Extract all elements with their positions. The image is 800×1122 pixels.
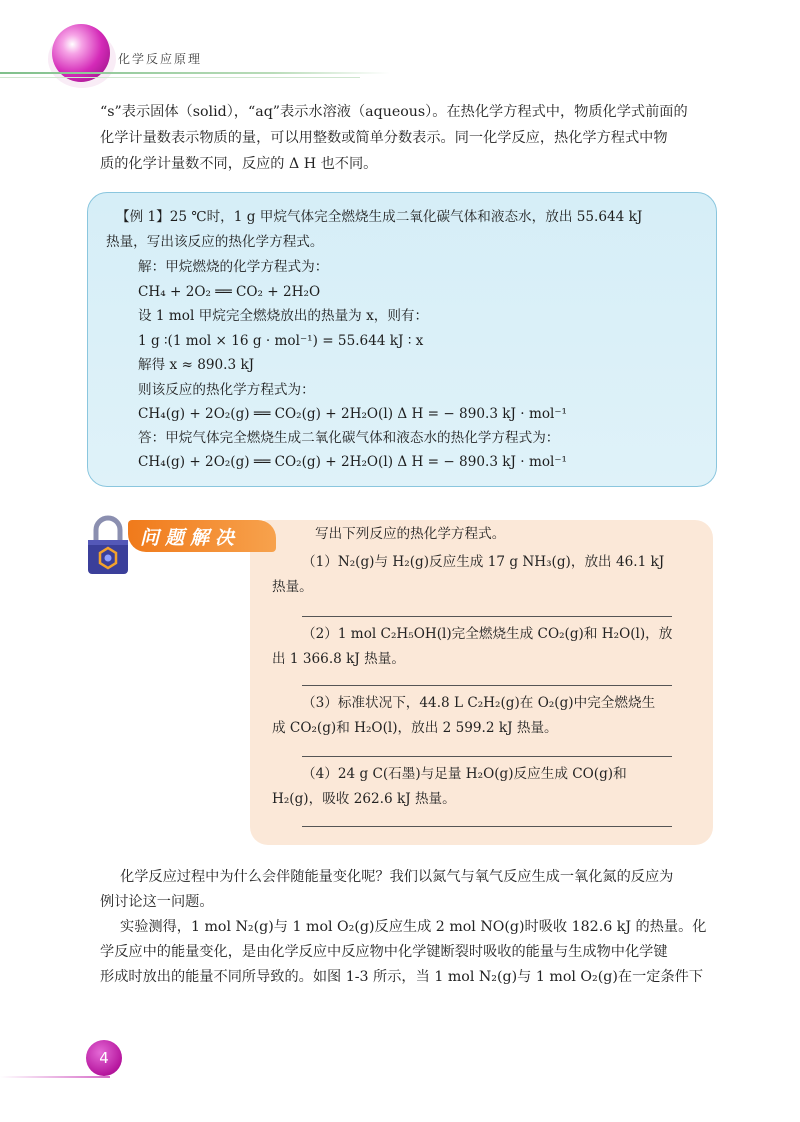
problem-intro: 写出下列反应的热化学方程式。 (315, 526, 506, 542)
problem-item-3-line-1: （3）标准状况下，44.8 L C₂H₂(g)在 O₂(g)中完全燃烧生 (302, 695, 656, 711)
answer-blank-1[interactable] (302, 616, 672, 617)
page-number: 4 (86, 1040, 122, 1076)
example-question-line-2: 热量，写出该反应的热化学方程式。 (106, 234, 324, 250)
problem-item-1-line-1: （1）N₂(g)与 H₂(g)反应生成 17 g NH₃(g)，放出 46.1 kJ (302, 554, 665, 570)
solution-line-3: 设 1 mol 甲烷完全燃烧放出的热量为 x，则有： (138, 308, 429, 324)
problem-item-3-line-2: 成 CO₂(g)和 H₂O(l)，放出 2 599.2 kJ 热量。 (272, 720, 558, 736)
running-title: 化学反应原理 (118, 52, 203, 66)
answer-line: 答：甲烷气体完全燃烧生成二氧化碳气体和液态水的热化学方程式为： (138, 430, 560, 446)
solution-result: 解得 x ≈ 890.3 kJ (138, 357, 255, 373)
solution-line-1: 解：甲烷燃烧的化学方程式为： (138, 259, 329, 275)
answer-blank-4[interactable] (302, 826, 672, 827)
intro-line-1: “s”表示固体（solid），“aq”表示水溶液（aqueous）。在热化学方程式中，物质化学式前面的 (100, 104, 688, 120)
banner-label: 问题解决 (140, 527, 241, 549)
example-question-line-1: 【例 1】25 ℃时，1 g 甲烷气体完全燃烧生成二氧化碳气体和液态水，放出 55.644 kJ (116, 209, 643, 225)
example-box (87, 192, 717, 487)
body-para-2-line-2: 学反应中的能量变化，是由化学反应中反应物中化学键断裂时吸收的能量与生成物中化学键 (100, 944, 668, 960)
thermochemical-equation-1: CH₄(g) + 2O₂(g) ══ CO₂(g) + 2H₂O(l) Δ H = − 890.3 kJ · mol⁻¹ (138, 406, 567, 422)
thermochemical-equation-2: CH₄(g) + 2O₂(g) ══ CO₂(g) + 2H₂O(l) Δ H = − 890.3 kJ · mol⁻¹ (138, 454, 567, 470)
solution-proportion: 1 g ∶(1 mol × 16 g · mol⁻¹) = 55.644 kJ ∶ x (138, 333, 424, 349)
lock-icon (86, 512, 130, 576)
body-para-1-line-1: 化学反应过程中为什么会伴随能量变化呢？我们以氮气与氧气反应生成一氧化氮的反应为 (120, 869, 674, 885)
answer-blank-2[interactable] (302, 685, 672, 686)
header-rule-secondary (0, 77, 360, 78)
problem-box (250, 520, 713, 845)
answer-blank-3[interactable] (302, 756, 672, 757)
problem-item-4-line-2: H₂(g)，吸收 262.6 kJ 热量。 (272, 791, 456, 807)
problem-item-1-line-2: 热量。 (272, 579, 313, 595)
footer-rule (0, 1076, 110, 1078)
body-para-2-line-3: 形成时放出的能量不同所导致的。如图 1-3 所示，当 1 mol N₂(g)与 1 mol O₂(g)在一定条件下 (100, 969, 704, 985)
intro-line-2: 化学计量数表示物质的量，可以用整数或简单分数表示。同一化学反应，热化学方程式中物 (100, 130, 668, 146)
body-para-1-line-2: 例讨论这一问题。 (100, 894, 214, 910)
problem-solving-banner (128, 520, 276, 552)
intro-line-3: 质的化学计量数不同，反应的 Δ H 也不同。 (100, 156, 378, 172)
body-para-2-line-1: 实验测得，1 mol N₂(g)与 1 mol O₂(g)反应生成 2 mol NO(g)时吸收 182.6 kJ 的热量。化 (120, 919, 707, 935)
solution-line-6: 则该反应的热化学方程式为： (138, 382, 315, 398)
problem-item-4-line-1: （4）24 g C(石墨)与足量 H₂O(g)反应生成 CO(g)和 (302, 766, 627, 782)
solution-equation: CH₄ + 2O₂ ══ CO₂ + 2H₂O (138, 284, 321, 300)
header-rule (0, 72, 390, 74)
problem-item-2-line-1: （2）1 mol C₂H₅OH(l)完全燃烧生成 CO₂(g)和 H₂O(l)，放 (302, 626, 673, 642)
problem-item-2-line-2: 出 1 366.8 kJ 热量。 (272, 651, 405, 667)
